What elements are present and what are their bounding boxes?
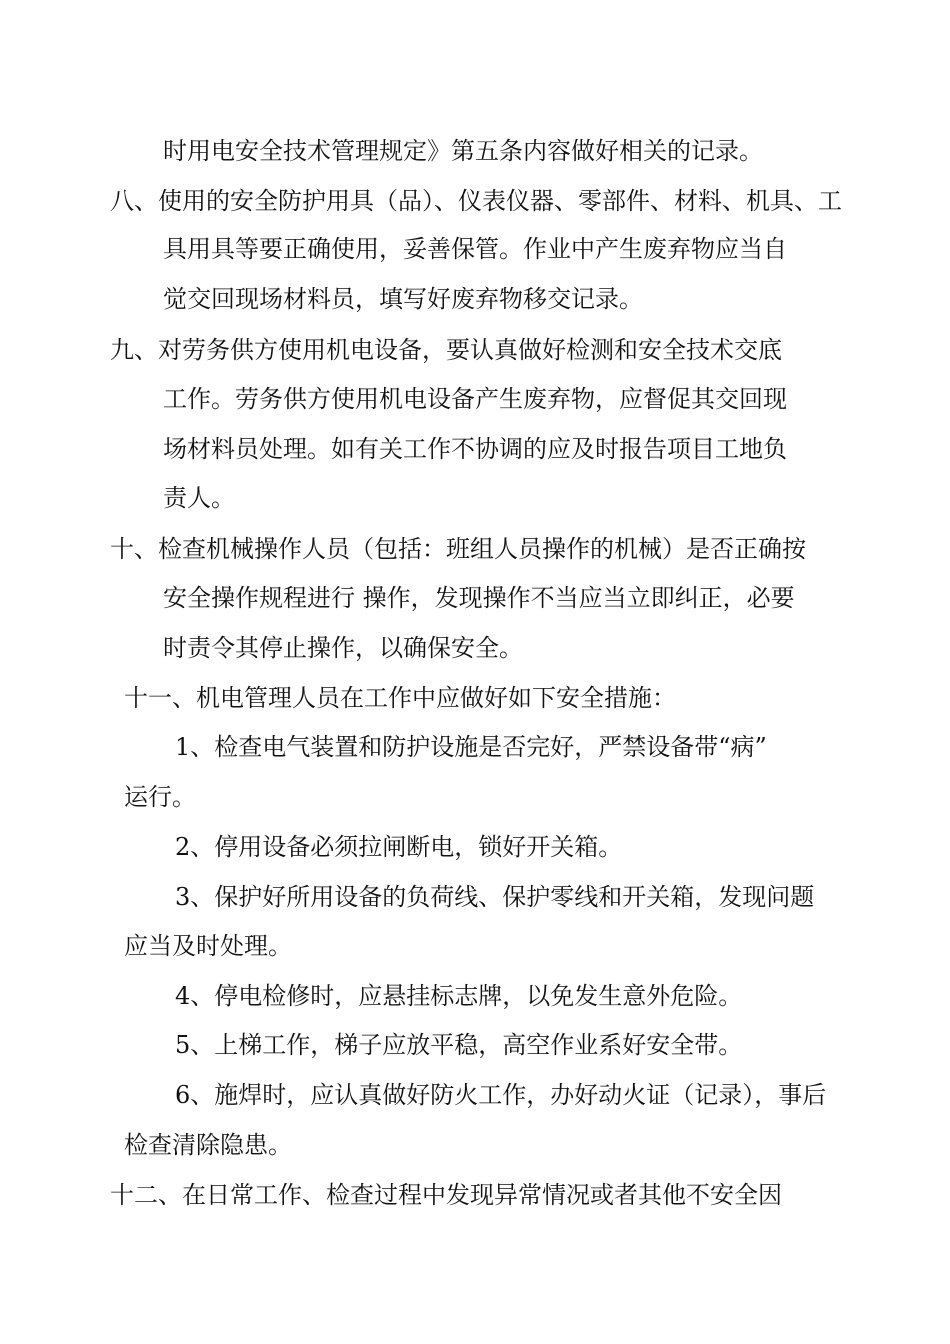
text-line: 应当及时处理。	[124, 932, 292, 960]
text-line: 6、施焊时，应认真做好防火工作，办好动火证（记录），事后	[175, 1081, 827, 1109]
text-line: 十二、在日常工作、检查过程中发现异常情况或者其他不安全因	[110, 1181, 782, 1209]
text-line: 5、上梯工作，梯子应放平稳，高空作业系好安全带。	[175, 1031, 743, 1059]
text-line: 3、保护好所用设备的负荷线、保护零线和开关箱，发现问题	[175, 883, 815, 911]
text-line: 检查清除隐患。	[124, 1131, 292, 1159]
text-line: 十一、机电管理人员在工作中应做好如下安全措施：	[124, 684, 676, 712]
text-line: 2、停用设备必须拉闸断电，锁好开关箱。	[175, 833, 623, 861]
text-line: 4、停电检修时，应悬挂标志牌，以免发生意外危险。	[175, 982, 743, 1010]
text-line: 九、对劳务供方使用机电设备，要认真做好检测和安全技术交底	[110, 336, 782, 364]
text-line: 工作。劳务供方使用机电设备产生废弃物，应督促其交回现	[163, 385, 787, 413]
text-line: 责人。	[163, 484, 235, 512]
text-line: 时用电安全技术管理规定》第五条内容做好相关的记录。	[163, 137, 763, 165]
text-line: 八、使用的安全防护用具（品）、仪表仪器、零部件、材料、机具、工	[110, 187, 842, 215]
text-line: 具用具等要正确使用，妥善保管。作业中产生废弃物应当自	[163, 235, 787, 263]
text-line: 十、检查机械操作人员（包括：班组人员操作的机械）是否正确按	[110, 535, 806, 563]
text-line: 时责令其停止操作，以确保安全。	[163, 634, 523, 662]
text-line: 运行。	[124, 783, 196, 811]
text-line: 场材料员处理。如有关工作不协调的应及时报告项目工地负	[163, 435, 787, 463]
text-line: 1、检查电气装置和防护设施是否完好，严禁设备带“病”	[175, 733, 767, 761]
text-line: 安全操作规程进行 操作，发现操作不当应当立即纠正，必要	[163, 584, 795, 612]
text-line: 觉交回现场材料员，填写好废弃物移交记录。	[163, 285, 643, 313]
